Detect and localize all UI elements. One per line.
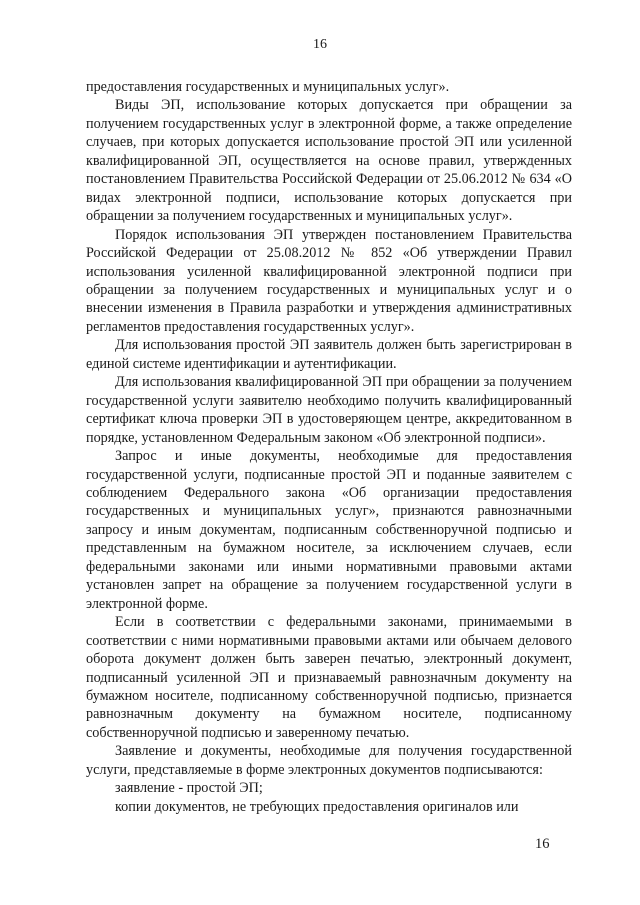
paragraph-copies: копии документов, не требующих предоставления оригиналов или	[115, 798, 519, 815]
document-body	[86, 78, 572, 816]
paragraph-continuation: предоставления государственных и муниципальных услуг».	[86, 79, 450, 95]
paragraph-qualified-ep: Для использования квалифицированной ЭП при обращении за получением государственной услуги заявителю необходимо получить квалифицированный сертификат ключа проверки ЭП в удостоверяющем центре, аккредитованном в порядке, установленном Федеральным законом «Об электронной подписи».	[86, 374, 572, 446]
page-number-bottom: 16	[535, 836, 550, 852]
paragraph-application-signature: заявление - простой ЭП;	[115, 780, 263, 797]
paragraph-seal-requirement: Если в соответствии с федеральными законами, принимаемыми в соответствии с ними нормативными правовыми актами или обычаем делового оборота документ должен быть заверен печатью, электронный документ, подписанный усиленной ЭП и признаваемый равнозначным документу на бумажном носителе, подписанному собственноручной подписью, признается равнозначным документу на бумажном носителе, подписанному собственноручной подписью и заверенному печатью.	[86, 614, 572, 741]
paragraph-ep-procedure: Порядок использования ЭП утвержден постановлением Правительства Российской Федерации от 25.08.2012 № 852 «Об утверждении Правил использования усиленной квалифицированной электронной подписи при обращении за получением государственных и муниципальных услуг и о внесении изменения в Правила разработки и утверждения административных регламентов предоставления государственных услуг».	[86, 226, 572, 335]
paragraph-request-documents: Запрос и иные документы, необходимые для предоставления государственной услуги, подписанные простой ЭП и поданные заявителем с соблюдением Федерального закона «Об организации предоставления государственных и муниципальных услуг», признаются равнозначными запросу и иным документам, подписанным собственноручной подписью и представленным на бумажном носителе, за исключением случаев, если федеральными законами или иными нормативными правовыми актами установлен запрет на обращение за получением государственной услуги в электронной форме.	[86, 448, 572, 612]
paragraph-signing-intro: Заявление и документы, необходимые для получения государственной услуги, представляемые в форме электронных документов подписываются:	[86, 743, 572, 778]
page-number-top: 16	[313, 37, 327, 52]
paragraph-simple-ep: Для использования простой ЭП заявитель должен быть зарегистрирован в единой системе идентификации и аутентификации.	[86, 337, 572, 372]
paragraph-ep-types: Виды ЭП, использование которых допускается при обращении за получением государственных услуг в электронной форме, а также определение случаев, при которых допускается использование простой ЭП или усиленной квалифицированной ЭП, осуществляется на основе правил, утвержденных постановлением Правительства Российской Федерации от 25.06.2012 № 634 «О видах электронной подписи, использование которых допускается при обращении за получением государственных и муниципальных услуг».	[86, 97, 572, 225]
